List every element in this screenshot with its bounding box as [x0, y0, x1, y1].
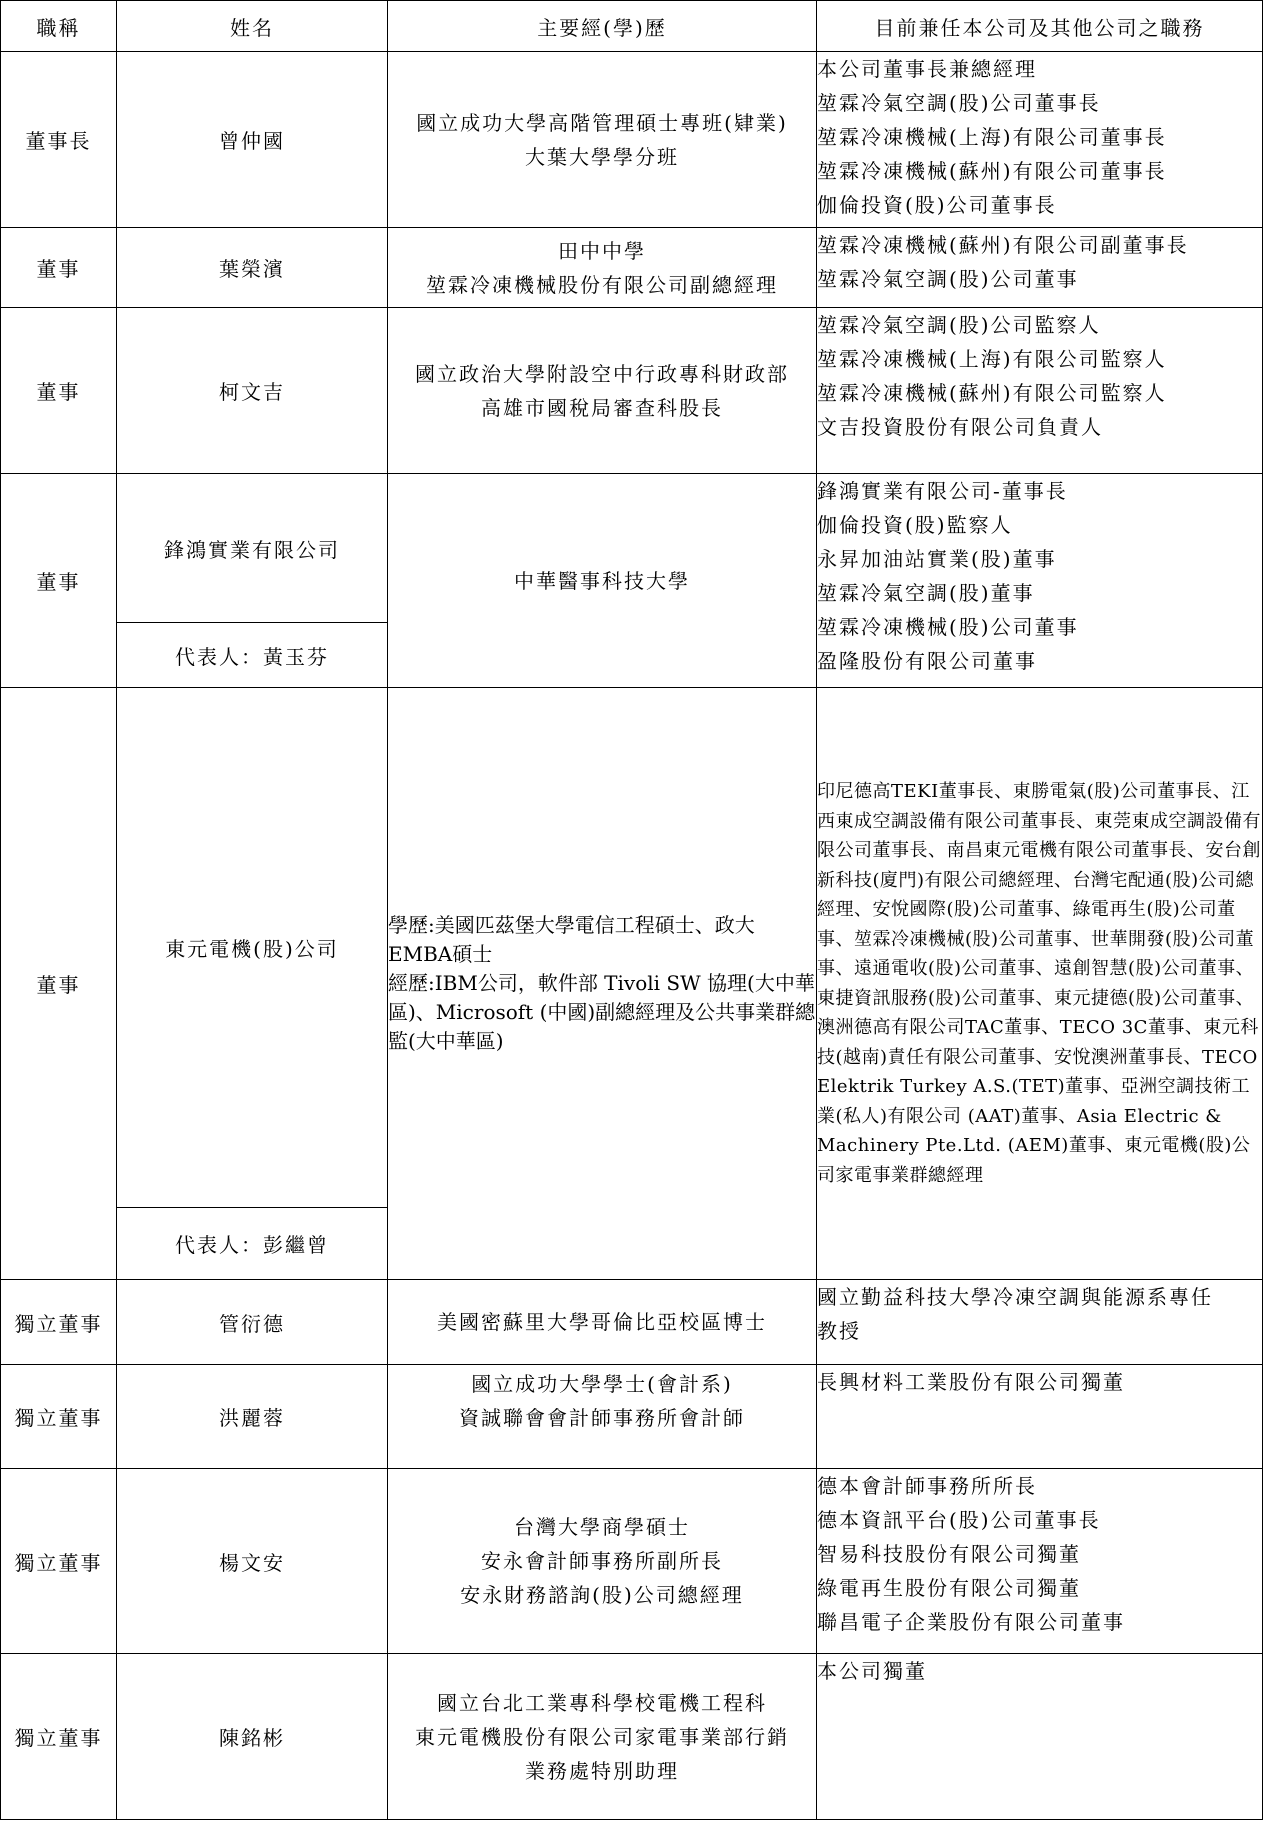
title-cell: 獨立董事	[1, 1654, 117, 1820]
representative-cell: 代表人：黃玉芬	[117, 623, 388, 688]
education-cell	[388, 52, 817, 228]
positions-cell	[817, 308, 1263, 474]
name-cell: 陳銘彬	[117, 1654, 388, 1820]
title-cell: 董事長	[1, 52, 117, 228]
title-cell: 董事	[1, 228, 117, 308]
title-cell: 獨立董事	[1, 1280, 117, 1365]
education-cell	[388, 1280, 817, 1365]
header-education: 主要經(學)歷	[388, 1, 817, 52]
name-cell: 洪麗蓉	[117, 1365, 388, 1469]
education-cell	[388, 1365, 817, 1469]
education-line: 國立政治大學附設空中行政專科財政部	[415, 361, 789, 386]
education-line: 學歷:美國匹茲堡大學電信工程碩士、政大EMBA碩士	[388, 913, 755, 966]
header-row	[1, 1, 1263, 52]
table-row	[1, 1365, 1263, 1469]
education-line: 國立成功大學學士(會計系)	[471, 1372, 733, 1396]
table-row	[1, 52, 1263, 228]
header-positions: 目前兼任本公司及其他公司之職務	[817, 1, 1263, 52]
position-line: 教授	[817, 1319, 861, 1343]
education-line: 國立台北工業專科學校電機工程科	[437, 1690, 767, 1715]
education-cell	[388, 474, 817, 688]
education-line: 資誠聯會會計師事務所會計師	[459, 1406, 745, 1430]
name-cell: 鋒鴻實業有限公司	[117, 474, 388, 623]
name-cell: 曾仲國	[117, 52, 388, 228]
title-cell: 董事	[1, 308, 117, 474]
education-cell	[388, 308, 817, 474]
position-line: 文吉投資股份有限公司負責人	[817, 415, 1103, 439]
title-cell: 董事	[1, 688, 117, 1280]
position-line: 本公司獨董	[817, 1659, 927, 1683]
table-row	[1, 474, 1263, 623]
position-line: 堃霖冷氣空調(股)公司董事長	[817, 91, 1101, 115]
table-row	[1, 1469, 1263, 1654]
name-cell: 楊文安	[117, 1469, 388, 1654]
education-cell	[388, 1469, 817, 1654]
positions-paragraph: 印尼德高TEKI董事長、東勝電氣(股)公司董事長、江西東成空調設備有限公司董事長、東莞東成空調設備有限公司董事長、南昌東元電機有限公司董事長、安台創新科技(廈門)有限公司總經理、台灣宅配通(股)公司總經理、安悅國際(股)公司董事、綠電再生(股)公司董事、堃霖冷凍機械(股)公司董事、世華開發(股)公司董事、遠通電收(股)公司董事、遠創智慧(股)公司董事、東捷資訊服務(股)公司董事、東元捷德(股)公司董事、澳洲德高有限公司TAC董事、TECO 3C董事、東元科技(越南)責任有限公司董事、安悅澳洲董事長、TECO Elektrik Turkey A.S.(TET)董事、亞洲空調技術工業(私人)有限公司 (AAT)董事、Asia Electric & Machinery Pte.Ltd. (AEM)董事、東元電機(股)公司家電事業群總經理	[817, 781, 1261, 1186]
education-cell	[388, 228, 817, 308]
position-line: 伽倫投資(股)公司董事長	[817, 193, 1057, 217]
title-cell: 董事	[1, 474, 117, 688]
position-line: 德本會計師事務所所長	[817, 1474, 1037, 1498]
name-cell: 柯文吉	[117, 308, 388, 474]
education-line: 經歷:IBM公司，軟件部 Tivoli SW 協理(大中華區)、Microsoft (中國)副總經理及公共事業群總監(大中華區)	[388, 971, 816, 1053]
position-line: 本公司董事長兼總經理	[817, 57, 1037, 81]
position-line: 堃霖冷凍機械(蘇州)有限公司董事長	[817, 159, 1167, 183]
positions-cell	[817, 1654, 1263, 1820]
education-cell	[388, 688, 817, 1280]
table-row	[1, 228, 1263, 308]
positions-cell	[817, 1280, 1263, 1365]
representative-cell: 代表人：彭繼曾	[117, 1208, 388, 1280]
position-line: 伽倫投資(股)監察人	[817, 513, 1013, 537]
position-line: 堃霖冷氣空調(股)董事	[817, 581, 1035, 605]
position-line: 堃霖冷凍機械(蘇州)有限公司副董事長	[817, 233, 1189, 257]
name-cell: 葉榮濱	[117, 228, 388, 308]
education-line: 國立成功大學高階管理碩士專班(肄業)	[416, 110, 788, 135]
position-line: 盈隆股份有限公司董事	[817, 649, 1037, 673]
name-cell: 管衍德	[117, 1280, 388, 1365]
position-line: 堃霖冷氣空調(股)公司監察人	[817, 313, 1101, 337]
education-line: 東元電機股份有限公司家電事業部行銷	[415, 1724, 789, 1749]
positions-cell	[817, 52, 1263, 228]
education-line: 大葉大學學分班	[525, 144, 679, 169]
position-line: 堃霖冷凍機械(蘇州)有限公司監察人	[817, 381, 1167, 405]
name-cell: 東元電機(股)公司	[117, 688, 388, 1208]
positions-cell	[817, 1365, 1263, 1469]
position-line: 鋒鴻實業有限公司-董事長	[817, 479, 1068, 503]
education-line: 台灣大學商學碩士	[514, 1515, 690, 1539]
header-title: 職稱	[1, 1, 117, 52]
header-name: 姓名	[117, 1, 388, 52]
education-line: 業務處特別助理	[525, 1758, 679, 1783]
title-cell: 獨立董事	[1, 1365, 117, 1469]
table-row	[1, 688, 1263, 1208]
position-line: 永昇加油站實業(股)董事	[817, 547, 1057, 571]
position-line: 堃霖冷氣空調(股)公司董事	[817, 267, 1079, 291]
education-line: 中華醫事科技大學	[514, 568, 690, 593]
positions-cell	[817, 688, 1263, 1280]
position-line: 智易科技股份有限公司獨董	[817, 1542, 1081, 1566]
position-line: 堃霖冷凍機械(上海)有限公司董事長	[817, 125, 1167, 149]
positions-cell	[817, 228, 1263, 308]
position-line: 聯昌電子企業股份有限公司董事	[817, 1610, 1125, 1634]
position-line: 德本資訊平台(股)公司董事長	[817, 1508, 1101, 1532]
title-cell: 獨立董事	[1, 1469, 117, 1654]
positions-cell	[817, 1469, 1263, 1654]
position-line: 堃霖冷凍機械(股)公司董事	[817, 615, 1079, 639]
position-line: 國立勤益科技大學冷凍空調與能源系專任	[817, 1285, 1213, 1309]
education-line: 田中中學	[558, 238, 646, 263]
table-row	[1, 1280, 1263, 1365]
position-line: 長興材料工業股份有限公司獨董	[817, 1370, 1125, 1394]
table-row	[1, 308, 1263, 474]
positions-cell	[817, 474, 1263, 688]
education-cell	[388, 1654, 817, 1820]
education-line: 安永財務諮詢(股)公司總經理	[460, 1583, 744, 1607]
education-line: 堃霖冷凍機械股份有限公司副總經理	[426, 272, 778, 297]
education-line: 美國密蘇里大學哥倫比亞校區博士	[437, 1310, 767, 1334]
education-line: 高雄市國稅局審查科股長	[481, 395, 723, 420]
position-line: 綠電再生股份有限公司獨董	[817, 1576, 1081, 1600]
education-line: 安永會計師事務所副所長	[481, 1549, 723, 1573]
position-line: 堃霖冷凍機械(上海)有限公司監察人	[817, 347, 1167, 371]
table-row	[1, 1654, 1263, 1820]
